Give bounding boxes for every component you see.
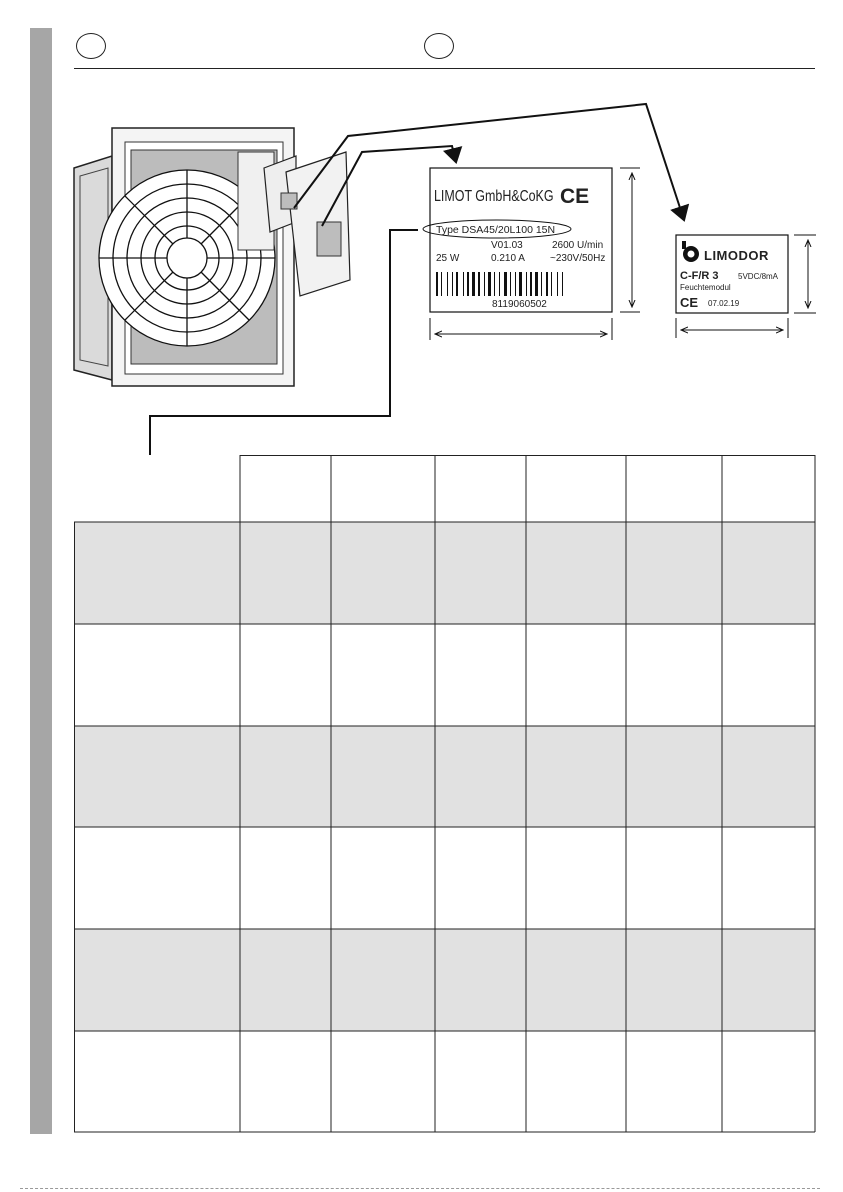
barcode-bar bbox=[557, 272, 558, 296]
barcode-bar bbox=[436, 272, 438, 296]
barcode-bar bbox=[535, 272, 538, 296]
barcode-bar bbox=[463, 272, 464, 296]
barcode-bar bbox=[467, 272, 469, 296]
barcode-bar bbox=[484, 272, 485, 296]
barcode-bar bbox=[456, 272, 458, 296]
power: 25 W bbox=[436, 253, 460, 264]
barcode-bar bbox=[546, 272, 548, 296]
module-rating: 5VDC/8mA bbox=[738, 272, 779, 281]
barcode-bar bbox=[488, 272, 491, 296]
version: V01.03 bbox=[491, 240, 523, 251]
barcode-bar bbox=[530, 272, 532, 296]
module-model: C-F/R 3 bbox=[680, 270, 719, 282]
shaded-row bbox=[74, 726, 815, 827]
speed: 2600 U/min bbox=[552, 240, 604, 251]
barcode-bar bbox=[526, 272, 527, 296]
current: 0.210 A bbox=[491, 253, 525, 264]
product-rating-label bbox=[423, 168, 612, 312]
manufacturer-name: LIMOT GmbH&CoKG bbox=[433, 187, 554, 206]
barcode-bar bbox=[452, 272, 453, 296]
shaded-row bbox=[74, 522, 815, 624]
bottom-trim-line bbox=[20, 1188, 820, 1189]
ce-mark: CE bbox=[560, 185, 590, 208]
module-date: 07.02.19 bbox=[708, 299, 740, 308]
type-designation: Type DSA45/20L100 15N bbox=[436, 224, 556, 236]
barcode-bar bbox=[441, 272, 442, 296]
data-grid bbox=[74, 455, 816, 1133]
barcode-bar bbox=[541, 272, 542, 296]
diagram bbox=[0, 0, 843, 455]
barcode-bar bbox=[515, 272, 516, 296]
shaded-row bbox=[74, 929, 815, 1031]
barcode-bar bbox=[562, 272, 563, 296]
barcode-bar bbox=[504, 272, 507, 296]
barcode-bar bbox=[478, 272, 480, 296]
module-ce-mark: CE bbox=[680, 295, 699, 310]
barcode-bar bbox=[472, 272, 475, 296]
barcode-bar bbox=[519, 272, 522, 296]
barcode-bar bbox=[494, 272, 495, 296]
module-description: Feuchtemodul bbox=[680, 283, 731, 292]
serial-number: 8119060502 bbox=[492, 299, 547, 310]
brand-name: LIMODOR bbox=[704, 248, 769, 263]
barcode-bar bbox=[510, 272, 511, 296]
fan-unit-illustration bbox=[74, 128, 350, 386]
barcode-bar bbox=[447, 272, 448, 296]
barcode-bar bbox=[551, 272, 552, 296]
barcode-bar bbox=[499, 272, 500, 296]
voltage: ~230V/50Hz bbox=[550, 253, 606, 264]
module-label bbox=[676, 235, 788, 313]
